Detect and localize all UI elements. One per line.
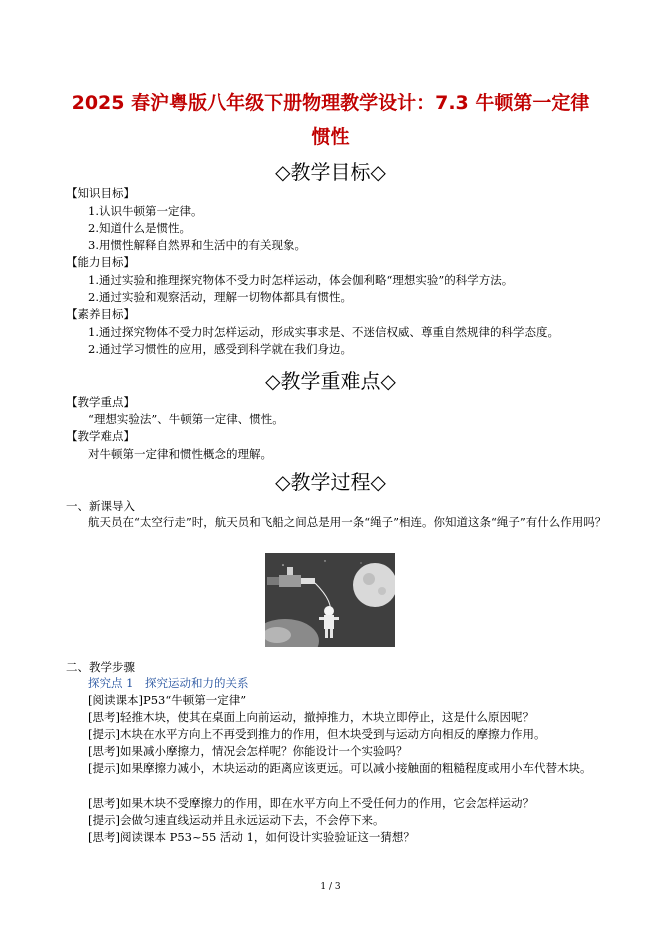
objective-item: 3.用惯性解释自然界和生活中的有关现象。 — [88, 238, 306, 252]
process-line: [提示]会做匀速直线运动并且永远运动下去，不会停下来。 — [88, 813, 385, 827]
objective-item: 1.认识牛顿第一定律。 — [88, 204, 203, 218]
astronaut-spacewalk-illustration — [265, 553, 395, 647]
process-line-wrapped: [提示]如果摩擦力减小，木块运动的距离应该更远。可以减小接触面的粗糙程度或用小车代替木块。 — [88, 761, 592, 775]
section-heading-key-points: ◇教学重难点◇ — [265, 369, 396, 393]
process-line: [思考]阅读课本 P53~55 活动 1，如何设计实验验证这一猜想？ — [88, 830, 415, 844]
document-title: 2025 春沪粤版八年级下册物理教学设计：7.3 牛顿第一定律 — [71, 92, 590, 114]
teaching-difficulty-text: 对牛顿第一定律和惯性概念的理解。 — [88, 447, 272, 461]
objective-item: 2.通过实验和观察活动，理解一切物体都具有惯性。 — [88, 290, 352, 304]
teaching-focus-text: “理想实验法”、牛顿第一定律、惯性。 — [88, 412, 284, 426]
teaching-difficulty-label: 【教学难点】 — [66, 429, 135, 443]
astronaut-spacewalk-image — [265, 553, 395, 647]
document-title-continued: 惯性 — [311, 126, 350, 148]
process-line: [阅读课本]P53“牛顿第一定律” — [88, 693, 247, 707]
teaching-focus-label: 【教学重点】 — [66, 395, 135, 409]
process-line: [提示]木块在水平方向上不再受到推力的作用，但木块受到与运动方向相反的摩擦力作用。 — [88, 727, 546, 741]
intro-label: 一、新课导入 — [66, 499, 135, 513]
section-heading-process: ◇教学过程◇ — [275, 470, 386, 494]
process-line: [思考]如果木块不受摩擦力的作用，即在水平方向上不受任何力的作用，它会怎样运动？ — [88, 796, 534, 810]
page-number: 1 / 3 — [320, 882, 341, 892]
intro-text: 航天员在“太空行走”时，航天员和飞船之间总是用一条“绳子”相连。你知道这条“绳子”有什么作用吗？ — [88, 515, 607, 529]
section-heading-objectives: ◇教学目标◇ — [275, 160, 386, 184]
ability-objectives-label: 【能力目标】 — [66, 255, 135, 269]
objective-item: 1.通过探究物体不受力时怎样运动，形成实事求是、不迷信权威、尊重自然规律的科学态度。 — [88, 325, 559, 339]
knowledge-objectives-label: 【知识目标】 — [66, 186, 135, 200]
steps-label: 二、教学步骤 — [66, 660, 135, 674]
process-line: [思考]如果减小摩擦力，情况会怎样呢？你能设计一个实验吗？ — [88, 744, 408, 758]
objective-item: 2.知道什么是惯性。 — [88, 221, 191, 235]
literacy-objectives-label: 【素养目标】 — [66, 307, 135, 321]
objective-item: 2.通过学习惯性的应用，感受到科学就在我们身边。 — [88, 342, 352, 356]
process-line: [思考]轻推木块，使其在桌面上向前运动，撤掉推力，木块立即停止，这是什么原因呢？ — [88, 710, 534, 724]
inquiry-point-title: 探究点 1 探究运动和力的关系 — [88, 676, 249, 690]
objective-item: 1.通过实验和推理探究物体不受力时怎样运动，体会伽利略“理想实验”的科学方法。 — [88, 273, 514, 287]
